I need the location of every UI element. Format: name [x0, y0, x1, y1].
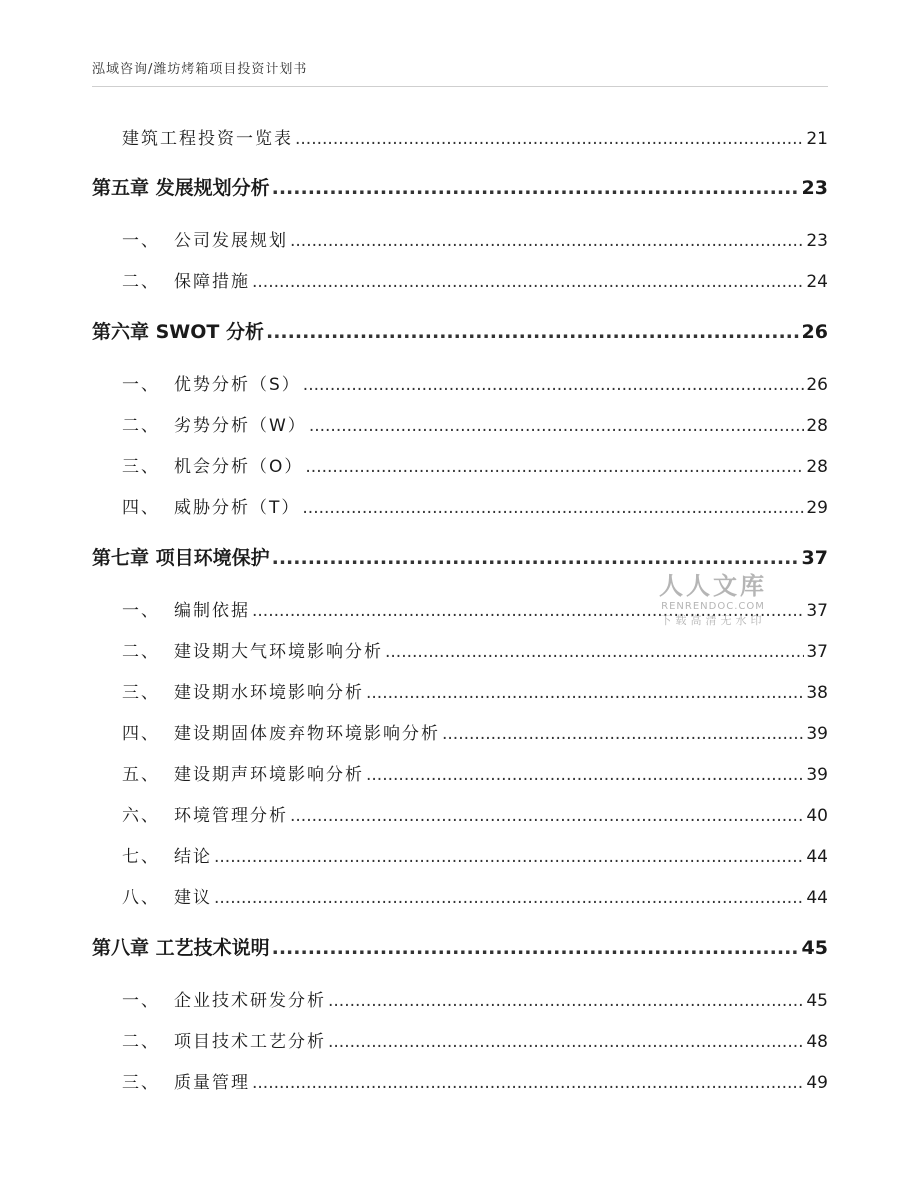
page-header: 泓域咨询/潍坊烤箱项目投资计划书 [92, 62, 308, 77]
toc-entry[interactable] [92, 760, 828, 785]
toc-entry[interactable] [92, 678, 828, 703]
toc-entry-page: 28 [806, 416, 828, 436]
toc-entry-number: 二、 [122, 642, 160, 662]
toc-entry-number: 七、 [122, 847, 160, 867]
toc-entry-number: 二、 [122, 416, 160, 436]
toc-entry-page: 39 [806, 724, 828, 744]
toc-leader-dots [442, 724, 804, 744]
toc-entry-page: 39 [806, 765, 828, 785]
toc-leader-dots [309, 416, 805, 436]
toc-entry-label: 编制依据 [174, 601, 250, 621]
toc-chapter-page: 23 [801, 177, 828, 199]
toc-entry-number: 一、 [122, 231, 160, 251]
toc-leader-dots [272, 177, 800, 199]
toc-leader-dots [266, 321, 800, 343]
toc-entry[interactable] [92, 801, 828, 826]
toc-leader-dots [252, 272, 804, 292]
toc-entry-page: 40 [806, 806, 828, 826]
toc-leader-dots [385, 642, 804, 662]
toc-entry-label: 结论 [174, 847, 212, 867]
watermark-url: RENRENDOC.COM [661, 601, 765, 612]
toc-entry[interactable] [92, 493, 828, 518]
toc-leader-dots [290, 231, 804, 251]
toc-entry-label: 建设期大气环境影响分析 [174, 642, 383, 662]
toc-leader-dots [295, 129, 804, 149]
toc-entry[interactable] [92, 1068, 828, 1093]
toc-entry-number: 六、 [122, 806, 160, 826]
toc-leader-dots [214, 888, 804, 908]
toc-entry[interactable] [92, 267, 828, 292]
toc-entry-number: 三、 [122, 457, 160, 477]
watermark-logo-text: 人人文库 [659, 572, 767, 600]
toc-leader-dots [302, 498, 804, 518]
toc-entry-label: 建设期声环境影响分析 [174, 765, 364, 785]
toc-entry-label: 优势分析（S） [174, 375, 301, 395]
toc-entry[interactable] [92, 1027, 828, 1052]
toc-leader-dots [290, 806, 804, 826]
toc-entry-page: 28 [806, 457, 828, 477]
toc-entry-page: 48 [806, 1032, 828, 1052]
toc-entry[interactable] [92, 411, 828, 436]
toc-chapter-page: 26 [801, 321, 828, 343]
toc-chapter-label: 第五章 发展规划分析 [92, 177, 270, 199]
toc-entry-number: 四、 [122, 498, 160, 518]
toc-leader-dots [366, 683, 804, 703]
toc-entry[interactable] [92, 226, 828, 251]
toc-entry-number: 八、 [122, 888, 160, 908]
toc-entry-page: 23 [806, 231, 828, 251]
toc-entry-page: 38 [806, 683, 828, 703]
toc-entry[interactable] [92, 719, 828, 744]
watermark [648, 566, 778, 628]
toc-chapter-label: 第七章 项目环境保护 [92, 547, 270, 569]
toc-entry-number: 三、 [122, 683, 160, 703]
toc-entry[interactable] [92, 370, 828, 395]
toc-chapter[interactable] [92, 317, 828, 344]
toc-leader-dots [328, 991, 804, 1011]
toc-chapter-page: 37 [801, 547, 828, 569]
toc-entry-label: 环境管理分析 [174, 806, 288, 826]
toc-entry-page: 29 [806, 498, 828, 518]
toc-entry-number: 二、 [122, 1032, 160, 1052]
toc-entry[interactable] [92, 842, 828, 867]
toc-chapter-page: 45 [801, 937, 828, 959]
toc-entry-label: 建设期水环境影响分析 [174, 683, 364, 703]
toc-entry-page: 21 [806, 129, 828, 149]
toc-entry-label: 劣势分析（W） [174, 416, 307, 436]
toc-entry-label: 保障措施 [174, 272, 250, 292]
toc-entry-label: 质量管理 [174, 1073, 250, 1093]
toc-entry[interactable] [92, 452, 828, 477]
toc-entry-page: 44 [806, 847, 828, 867]
toc-entry-label: 企业技术研发分析 [174, 991, 326, 1011]
toc-entry[interactable] [92, 883, 828, 908]
watermark-tagline: 下载高清无水印 [660, 614, 766, 627]
toc-entry-label: 建设期固体废弃物环境影响分析 [174, 724, 440, 744]
toc-leader-dots [305, 457, 804, 477]
toc-leader-dots [214, 847, 804, 867]
toc-leader-dots [366, 765, 804, 785]
toc-chapter[interactable] [92, 173, 828, 200]
toc-entry-page: 37 [806, 642, 828, 662]
toc-entry-label: 威胁分析（T） [174, 498, 301, 518]
toc-chapter-label: 第八章 工艺技术说明 [92, 937, 270, 959]
toc-entry-page: 49 [806, 1073, 828, 1093]
toc-leader-dots [272, 937, 800, 959]
toc-entry-number: 二、 [122, 272, 160, 292]
toc-entry-page: 26 [806, 375, 828, 395]
toc-entry-page: 24 [806, 272, 828, 292]
toc-entry-number: 一、 [122, 601, 160, 621]
toc-entry-label: 建议 [174, 888, 212, 908]
toc-leader-dots [252, 1073, 804, 1093]
toc-entry[interactable] [92, 637, 828, 662]
toc-entry-page: 45 [806, 991, 828, 1011]
toc-entry-number: 一、 [122, 991, 160, 1011]
toc-entry-number: 一、 [122, 375, 160, 395]
toc-leader-dots [303, 375, 805, 395]
toc-chapter-label: 第六章 SWOT 分析 [92, 321, 264, 343]
toc-chapter[interactable] [92, 933, 828, 960]
toc-entry-page: 37 [806, 601, 828, 621]
toc-entry-number: 四、 [122, 724, 160, 744]
toc-entry-label: 项目技术工艺分析 [174, 1032, 326, 1052]
toc-entry-label: 机会分析（O） [174, 457, 304, 477]
toc-entry[interactable] [92, 124, 828, 149]
toc-entry-label: 公司发展规划 [174, 231, 288, 251]
toc-entry-number: 五、 [122, 765, 160, 785]
toc-leader-dots [328, 1032, 804, 1052]
toc-entry-page: 44 [806, 888, 828, 908]
toc-entry-label: 建筑工程投资一览表 [122, 129, 293, 149]
toc-entry-number: 三、 [122, 1073, 160, 1093]
toc-entry[interactable] [92, 986, 828, 1011]
